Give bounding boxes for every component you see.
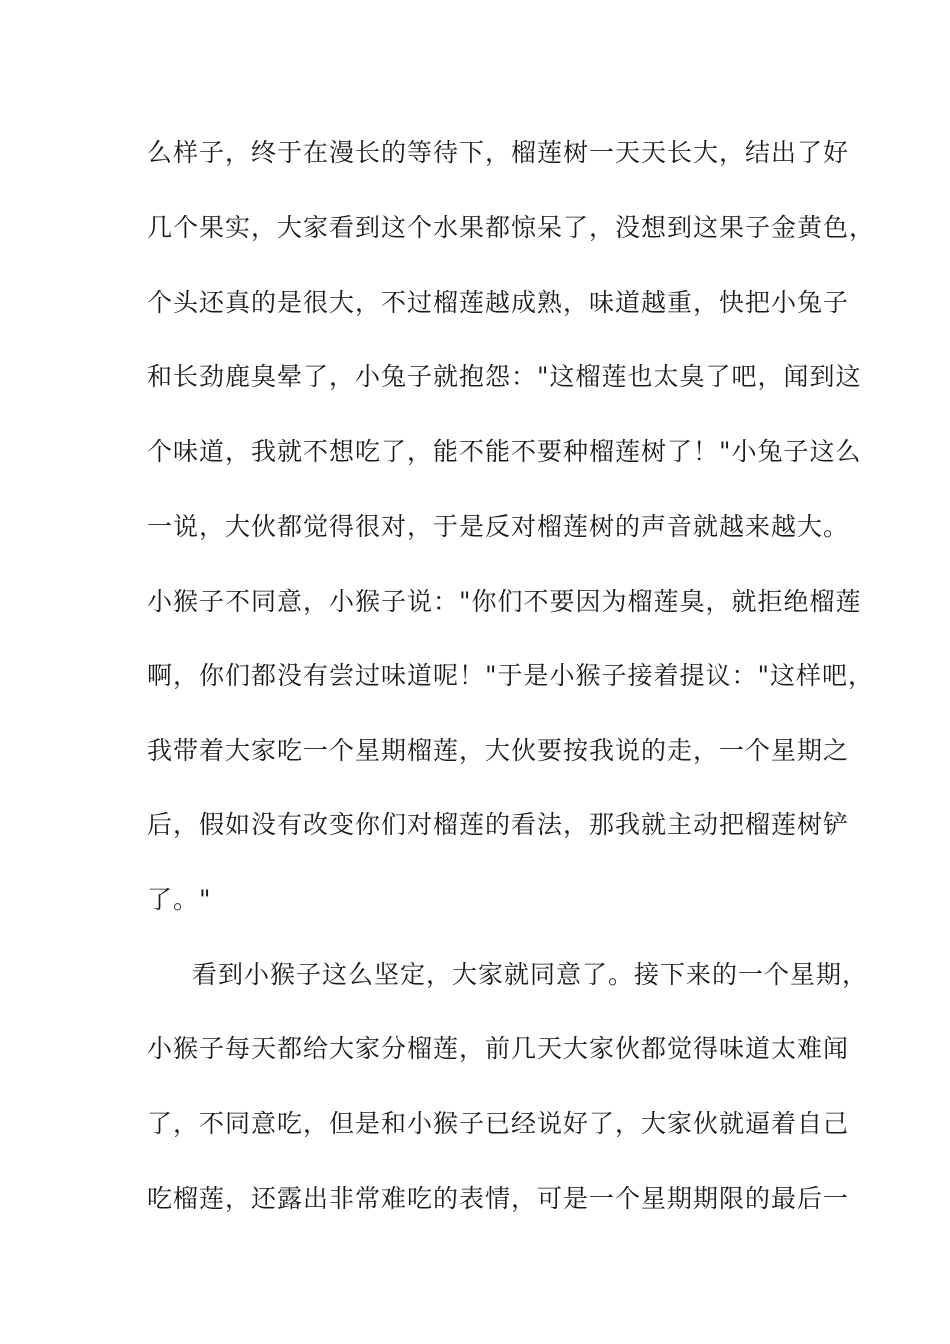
text-line: 和长劲鹿臭晕了，小兔子就抱怨："这榴莲也太臭了吧，闻到这 [147, 362, 862, 391]
text-line: 一说，大伙都觉得很对，于是反对榴莲树的声音就越来越大。 [147, 512, 850, 541]
text-line: 啊，你们都没有尝过味道呢！"于是小猴子接着提议："这样吧， [147, 661, 875, 690]
text-line: 小猴子每天都给大家分榴莲，前几天大家伙都觉得味道太难闻 [147, 1034, 850, 1063]
paragraph-first-line: 看到小猴子这么坚定，大家就同意了。接下来的一个星期， [192, 960, 869, 989]
text-line: 吃榴莲，还露出非常难吃的表情，可是一个星期期限的最后一 [147, 1184, 850, 1213]
text-line: 几个果实，大家看到这个水果都惊呆了，没想到这果子金黄色， [147, 213, 876, 242]
text-line: 我带着大家吃一个星期榴莲，大伙要按我说的走，一个星期之 [147, 736, 850, 765]
text-line: 后，假如没有改变你们对榴莲的看法，那我就主动把榴莲树铲 [147, 810, 850, 839]
text-line: 个味道，我就不想吃了，能不能不要种榴莲树了！"小兔子这么 [147, 437, 862, 466]
text-line: 个头还真的是很大，不过榴莲越成熟，味道越重，快把小兔子 [147, 288, 850, 317]
text-line: 了，不同意吃，但是和小猴子已经说好了，大家伙就逼着自己 [147, 1109, 850, 1138]
text-line: 小猴子不同意，小猴子说："你们不要因为榴莲臭，就拒绝榴莲 [147, 587, 862, 616]
text-line: 么样子，终于在漫长的等待下，榴莲树一天天长大，结出了好 [147, 138, 850, 167]
text-line: 了。" [147, 885, 212, 914]
